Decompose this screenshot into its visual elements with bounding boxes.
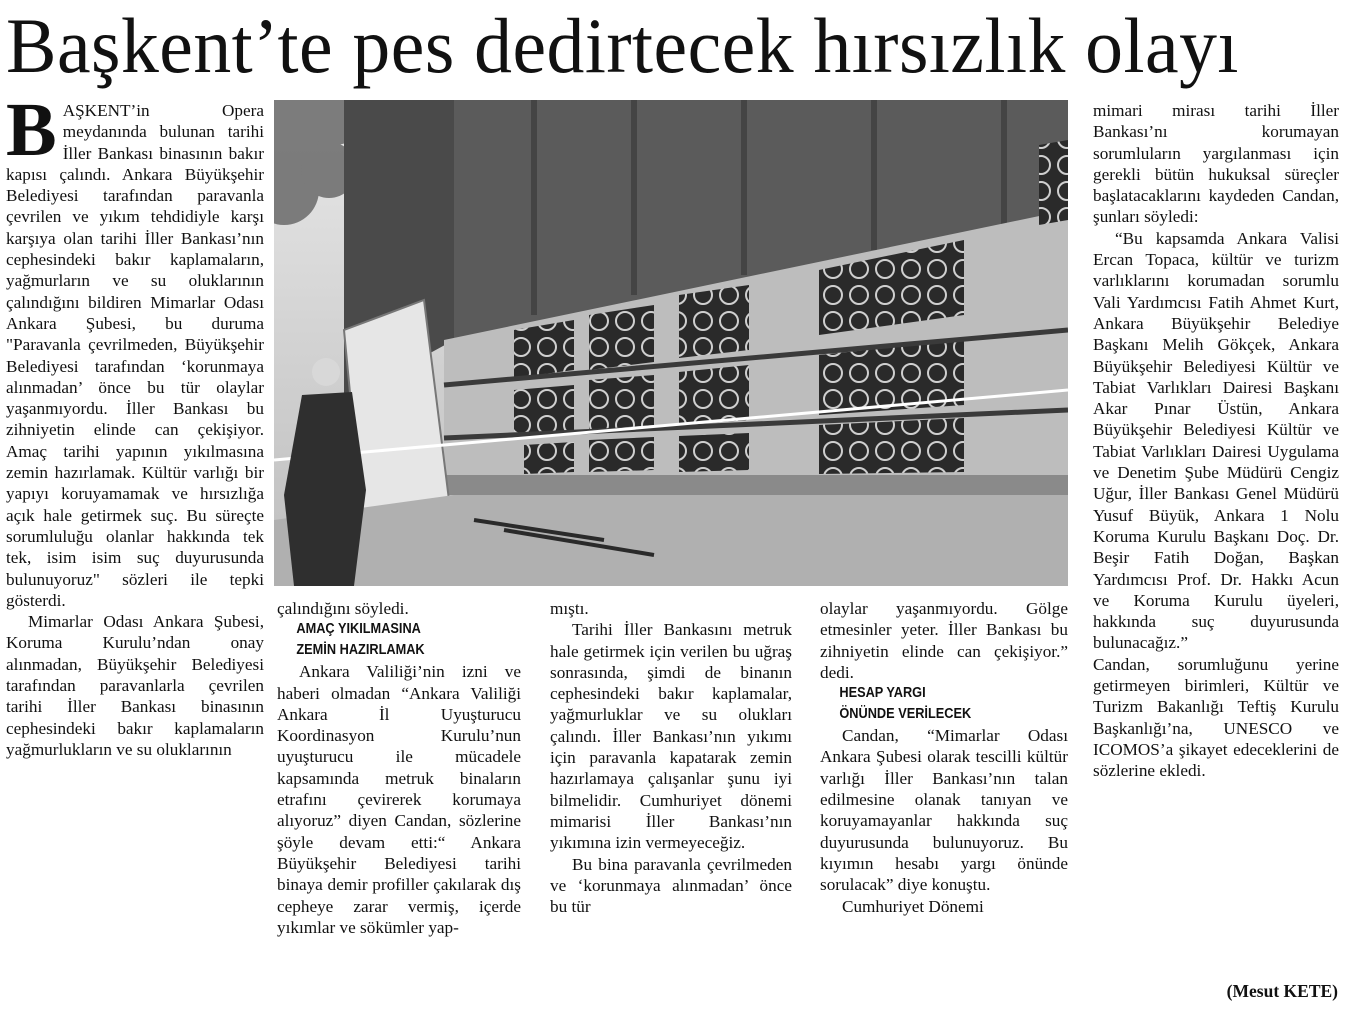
byline: (Mesut KETE) — [1226, 981, 1338, 1001]
subheading: ÖNÜNDE VERİLECEK — [839, 706, 972, 723]
subheading: ZEMİN HAZIRLAMAK — [296, 642, 425, 659]
paragraph: Tarihi İller Bankasını metruk hale getirmek için verilen bu uğraş sonrasında, şimdi de binanın cephesindeki bakır kaplamalar, yağmurluklar ve su olukları çalındı. İller Bankası’nın yıkımı için paravanla kapatarak zemin hazırlamaya çalışanlar şunu iyi bilmelidir. Cumhuriyet dönemi mimarisi İller Bankası’nın yıkımına izin vermeyeceğiz. — [550, 620, 792, 853]
building-facade-photo — [274, 100, 1068, 586]
paragraph: Ankara Valiliği’nin izni ve haberi olmadan “Ankara Valiliği Ankara İl Uyuşturucu Koordinasyon Kurulu’nun uyuşturucu ile mücadele kapsamında metruk binaların etrafını çevirerek korumaya alıyoruz” diyen Candan, sözlerine şöyle devam etti:“ Ankara Büyükşehir Belediyesi tarihi binaya demir profiller çakılarak dış cepheye zarar vermiş, içerde yıkımlar ve sökümler yap- — [277, 662, 521, 937]
paragraph: çalındığını söyledi. — [277, 599, 409, 618]
article-column-4 — [820, 598, 1068, 917]
paragraph: Candan, “Mimarlar Odası Ankara Şubesi olarak tescilli kültür varlığı İller Bankası’nın talan edilmesine olanak tanıyan ve koruyamayanlar hakkında suç duyurusunda bulunuyoruz. Bu kıyımın hesabı yargı önünde sorulacak” diye konuştu. — [820, 726, 1068, 895]
paragraph: Mimarlar Odası Ankara Şubesi, Koruma Kurulu’ndan onay alınmadan, Büyükşehir Belediyesi tarafından paravanlarla çevrilen tarihi İller Bankası binasının cephesindeki bakır kaplamaların yağmurlukların ve su oluklarının — [6, 612, 264, 759]
article-column-5 — [1093, 100, 1339, 782]
paragraph: “Bu kapsamda Ankara Valisi Ercan Topaca, kültür ve turizm varlıklarını korumadan sorumlu Vali Yardımcısı Fatih Ahmet Kurt, Ankara Büyükşehir Belediye Başkanı Melih Gökçek, Ankara Büyükşehir Belediyesi Kültür ve Tabiat Varlıkları Dairesi Başkanı Akar Pınar Üstün, Ankara Büyükşehir Belediyesi Kültür ve Tabiat Varlıkları Dairesi Uygulama ve Denetim Şube Müdürü Cengiz Uğur, İller Bankası Genel Müdürü Yusuf Büyük, Ankara 1 Nolu Koruma Kurulu Başkanı Doç. Dr. Beşir Fatih Doğan, Başkan Yardımcısı Prof. Dr. Hakkı Acun ve Koruma Kurulu üyeleri, hakkında suç duyurusunda bulunacağız.” — [1093, 228, 1339, 653]
article-column-2 — [277, 598, 521, 938]
subheading: AMAÇ YIKILMASINA — [296, 621, 421, 638]
paragraph: Bu bina paravanla çevrilmeden ve ‘korunmaya alınmadan’ önce bu tür — [550, 854, 792, 917]
drop-cap: B — [6, 88, 57, 172]
news-photo — [274, 100, 1068, 586]
paragraph: Candan, sorumluğunu yerine getirmeyen birimleri, Kültür ve Turizm Bakanlığı Teftiş Kurulu Başkanlığı’na, UNESCO ve ICOMOS’a şikayet edeceklerini de sözlerine ekledi. — [1093, 654, 1339, 781]
article-column-1 — [6, 88, 264, 760]
paragraph: olaylar yaşanmıyordu. Gölge etmesinler yeter. İller Bankası bu zihniyetin elinde can çekişiyor.” dedi. — [820, 599, 1068, 682]
paragraph: Cumhuriyet Dönemi — [842, 896, 984, 916]
paragraph — [6, 88, 264, 611]
article-column-3 — [550, 598, 792, 917]
paragraph: mimari mirası tarihi İller Bankası’nı korumayan sorumluların yargılanması için gerekli bütün hukuksal süreçler başlatacaklarını kaydeden Candan, şunları söyledi: — [1093, 101, 1339, 227]
paragraph: mıştı. — [550, 599, 589, 618]
subheading: HESAP YARGI — [839, 685, 926, 702]
headline: Başkent’te pes dedirtecek hırsızlık olayı — [6, 2, 1239, 89]
paragraph-text: AŞKENT’in Opera meydanında bulunan tarihi İller Bankası binasının bakır kapısı çalındı. Ankara Büyükşehir Belediyesi tarafından paravanla çevrilen ve yıkım tehdidiyle karşı karşıya olan tarihi İller Bankası’nın cephesindeki bakır kaplamaların, yağmurların ve su oluklarının çalındığını bildiren Mimarlar Odası Ankara Şubesi, bu duruma "Paravanla çevrilmeden, Büyükşehir Belediyesi tarafından ‘korunmaya alınmadan’ önce bu tür olaylar yaşanmıyordu. İller Bankası bu zihniyetin elinde can çekişiyor. Amaç tarihi yapının yıkılmasına zemin hazırlamak. Kültür varlığı bir yapıyı koruyamamak ve hırsızlığa açık hale getirmek suç. Bu süreçte sorumluluğu olanlar hakkında tek tek, isim isim suç duyurusunda bulunuyoruz" sözleri ile tepki gösterdi. — [6, 101, 264, 610]
